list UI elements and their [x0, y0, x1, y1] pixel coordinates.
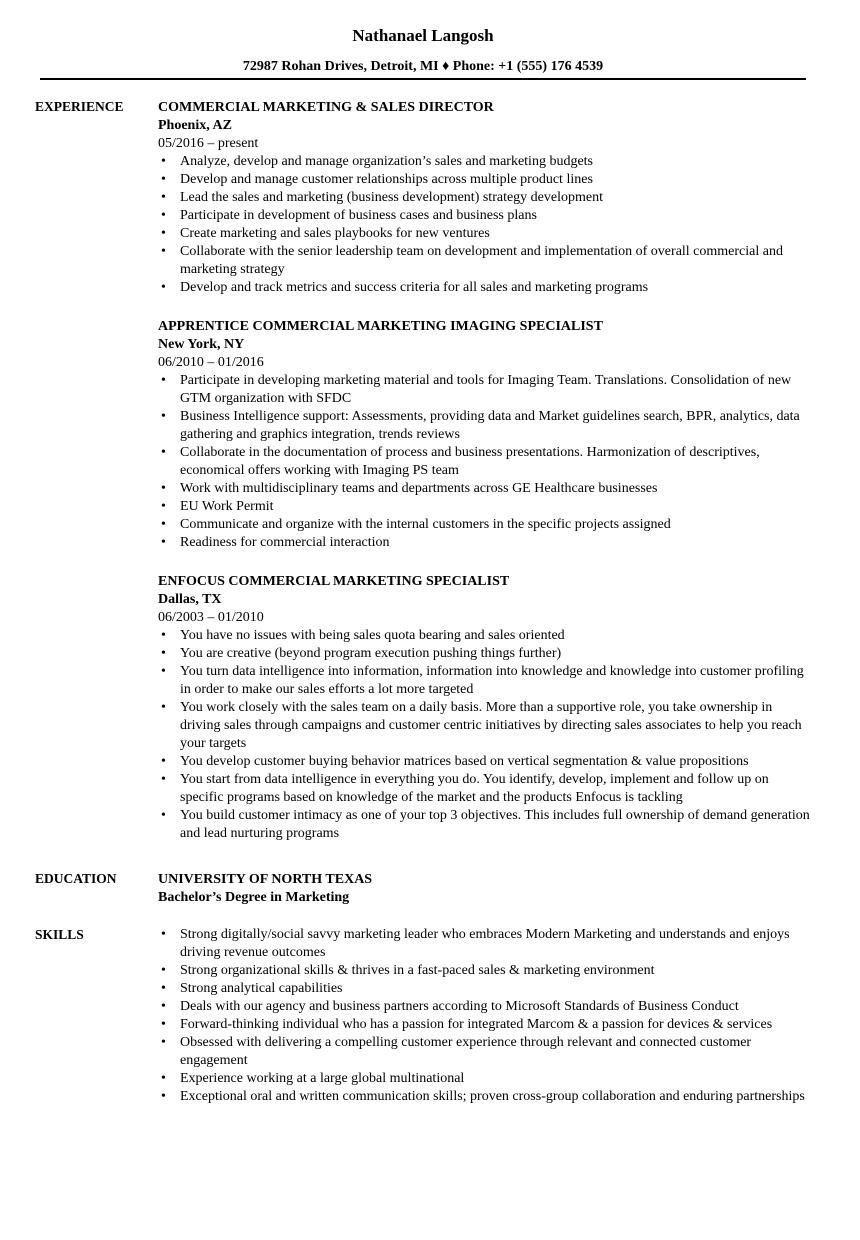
- list-item: • You turn data intelligence into information, information into knowledge and knowledge into customer profiling in order to make our sales efforts a lot more targeted: [158, 663, 813, 699]
- job-title: COMMERCIAL MARKETING & SALES DIRECTOR: [158, 100, 494, 115]
- degree: Bachelor’s Degree in Marketing: [158, 890, 350, 905]
- list-item: • Participate in developing marketing material and tools for Imaging Team. Translations. Consolidation of new GTM organization with SFDC: [158, 372, 813, 408]
- job-dates: 06/2010 – 01/2016: [158, 355, 264, 370]
- list-item: • You are creative (beyond program execution pushing things further): [158, 645, 813, 663]
- skills-list: [158, 926, 813, 1106]
- job-title: APPRENTICE COMMERCIAL MARKETING IMAGING SPECIALIST: [158, 319, 603, 334]
- list-item: • Work with multidisciplinary teams and departments across GE Healthcare businesses: [158, 480, 813, 498]
- list-item: • Experience working at a large global multinational: [158, 1070, 813, 1088]
- job-entry-3: [158, 573, 813, 843]
- list-item: • Analyze, develop and manage organization’s sales and marketing budgets: [158, 153, 813, 171]
- list-item: • EU Work Permit: [158, 498, 813, 516]
- contact-line: 72987 Rohan Drives, Detroit, MI ♦ Phone: +1 (555) 176 4539: [242, 59, 604, 74]
- list-item: • You work closely with the sales team on a daily basis. More than a supportive role, you take ownership in driving sales through campaigns and customer centric initiatives by directing sales associates to help you reach your targets: [158, 699, 813, 753]
- list-item: • Obsessed with delivering a compelling customer experience through relevant and connected customer engagement: [158, 1034, 813, 1070]
- school-name: UNIVERSITY OF NORTH TEXAS: [158, 872, 373, 887]
- job-location: New York, NY: [158, 337, 245, 352]
- education-section: [158, 871, 813, 907]
- job-dates: 05/2016 – present: [158, 136, 259, 151]
- job-bullets: [158, 372, 813, 552]
- list-item: • Participate in development of business cases and business plans: [158, 207, 813, 225]
- list-item: • Exceptional oral and written communication skills; proven cross-group collaboration and enduring partnerships: [158, 1088, 813, 1106]
- candidate-name: Nathanael Langosh: [352, 26, 494, 45]
- list-item: • Strong organizational skills & thrives in a fast-paced sales & marketing environment: [158, 962, 813, 980]
- list-item: • Strong digitally/social savvy marketing leader who embraces Modern Marketing and understands and enjoys driving revenue outcomes: [158, 926, 813, 962]
- list-item: • Collaborate in the documentation of process and business presentations. Harmonization of descriptives, economical offers working with Imaging PS team: [158, 444, 813, 480]
- experience-section: [158, 99, 813, 864]
- list-item: • You build customer intimacy as one of your top 3 objectives. This includes full ownership of demand generation and lead nurturing programs: [158, 807, 813, 843]
- list-item: • Communicate and organize with the internal customers in the specific projects assigned: [158, 516, 813, 534]
- list-item: • Readiness for commercial interaction: [158, 534, 813, 552]
- list-item: • Deals with our agency and business partners according to Microsoft Standards of Business Conduct: [158, 998, 813, 1016]
- list-item: • Collaborate with the senior leadership team on development and implementation of overall commercial and marketing strategy: [158, 243, 813, 279]
- list-item: • You develop customer buying behavior matrices based on vertical segmentation & value propositions: [158, 753, 813, 771]
- list-item: • You have no issues with being sales quota bearing and sales oriented: [158, 627, 813, 645]
- job-location: Phoenix, AZ: [158, 118, 232, 133]
- job-bullets: [158, 627, 813, 843]
- list-item: • Business Intelligence support: Assessments, providing data and Market guidelines search, BPR, analytics, data gathering and graphics integration, trends reviews: [158, 408, 813, 444]
- skills-section: [158, 926, 813, 1106]
- job-bullets: [158, 153, 813, 297]
- job-title: ENFOCUS COMMERCIAL MARKETING SPECIALIST: [158, 574, 510, 589]
- list-item: • Lead the sales and marketing (business development) strategy development: [158, 189, 813, 207]
- education-section-label: EDUCATION: [35, 871, 117, 886]
- list-item: • Strong analytical capabilities: [158, 980, 813, 998]
- skills-section-label: SKILLS: [35, 927, 84, 942]
- header-divider: [40, 78, 806, 80]
- job-entry-1: [158, 99, 813, 297]
- list-item: • Develop and manage customer relationships across multiple product lines: [158, 171, 813, 189]
- list-item: • Develop and track metrics and success criteria for all sales and marketing programs: [158, 279, 813, 297]
- job-location: Dallas, TX: [158, 592, 222, 607]
- list-item: • Create marketing and sales playbooks for new ventures: [158, 225, 813, 243]
- list-item: • You start from data intelligence in everything you do. You identify, develop, implement and follow up on specific programs based on knowledge of the market and the products Enfocus is tackling: [158, 771, 813, 807]
- experience-section-label: EXPERIENCE: [35, 99, 124, 114]
- list-item: • Forward-thinking individual who has a passion for integrated Marcom & a passion for devices & services: [158, 1016, 813, 1034]
- job-entry-2: [158, 318, 813, 552]
- job-dates: 06/2003 – 01/2010: [158, 610, 264, 625]
